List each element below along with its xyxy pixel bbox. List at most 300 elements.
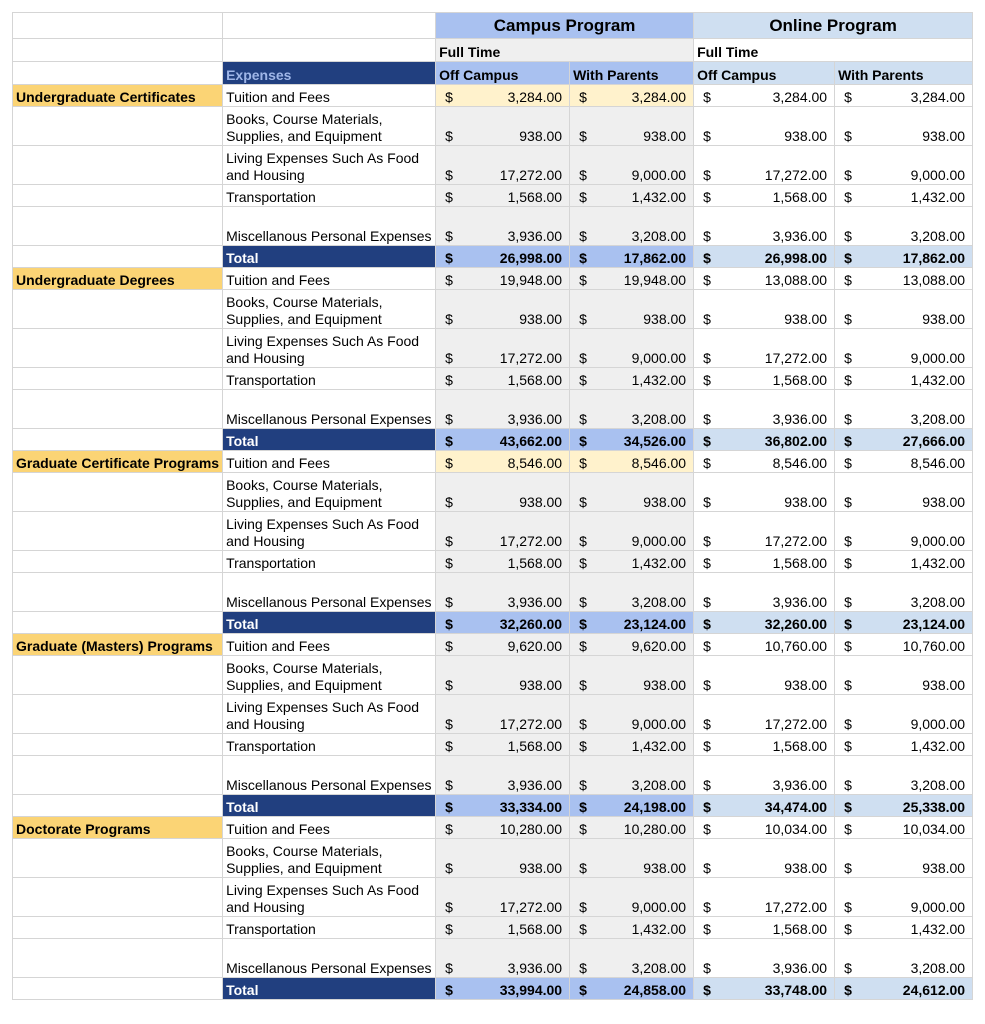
currency-symbol: $ [445,594,453,610]
currency-symbol: $ [703,677,711,693]
total-campus-with-parents-cell[interactable] [570,246,694,268]
online-with-parents-amount: 3,208.00 [910,228,966,244]
total-online-off-campus-cell[interactable] [694,795,835,817]
campus-off-campus-amount: 8,546.00 [507,455,563,471]
currency-symbol: $ [844,960,852,976]
online-off-campus-amount: 938.00 [784,677,828,693]
currency-symbol: $ [579,716,587,732]
currency-symbol: $ [579,128,587,144]
total-label[interactable]: Total [223,612,436,634]
currency-symbol: $ [445,638,453,654]
campus-with-parents-cell[interactable] [570,268,694,290]
online-off-campus-amount: 938.00 [784,128,828,144]
campus-off-campus-cell[interactable] [436,368,570,390]
campus-with-parents-amount: 938.00 [643,494,687,510]
currency-symbol: $ [445,899,453,915]
currency-symbol: $ [579,821,587,837]
campus-off-campus-cell[interactable] [436,85,570,107]
campus-off-campus-amount: 3,936.00 [507,411,563,427]
online-with-parents-amount: 9,000.00 [910,716,966,732]
online-with-parents-cell[interactable] [835,390,973,429]
currency-symbol: $ [445,982,453,998]
currency-symbol: $ [703,921,711,937]
empty-cell[interactable] [13,839,223,878]
total-row [13,612,973,634]
program-category-label[interactable]: Undergraduate Degrees [13,268,223,290]
currency-symbol: $ [703,311,711,327]
online-off-campus-amount: 1,568.00 [772,555,828,571]
total-online-off-campus-cell[interactable] [694,246,835,268]
campus-off-campus-amount: 938.00 [519,860,563,876]
online-with-parents-amount: 1,432.00 [910,372,966,388]
expense-label[interactable]: Living Expenses Such As Food and Housing [223,695,436,734]
expense-label[interactable]: Tuition and Fees [223,268,436,290]
online-off-campus-cell[interactable] [694,146,835,185]
empty-cell[interactable] [13,13,223,39]
campus-off-campus-cell[interactable] [436,185,570,207]
currency-symbol: $ [445,533,453,549]
currency-symbol: $ [579,167,587,183]
campus-off-campus-amount: 1,568.00 [507,555,563,571]
campus-off-campus-cell[interactable] [436,817,570,839]
campus-program-title[interactable]: Campus Program [436,13,694,39]
empty-cell[interactable] [223,13,436,39]
currency-symbol: $ [445,555,453,571]
online-off-campus-cell[interactable] [694,290,835,329]
campus-off-campus-cell[interactable] [436,656,570,695]
campus-with-parents-cell[interactable] [570,634,694,656]
expenses-header[interactable]: Expenses [223,62,436,85]
campus-with-parents-cell[interactable] [570,390,694,429]
empty-cell[interactable] [13,917,223,939]
currency-symbol: $ [445,272,453,288]
online-full-time-label[interactable]: Full Time [694,39,973,62]
currency-symbol: $ [844,799,852,815]
currency-symbol: $ [703,228,711,244]
campus-with-parents-amount: 938.00 [643,677,687,693]
total-campus-off-campus-cell[interactable] [436,429,570,451]
campus-with-parents-cell[interactable] [570,878,694,917]
total-campus-with-parents-cell[interactable] [570,795,694,817]
currency-symbol: $ [703,189,711,205]
total-online-with-parents-cell[interactable] [835,978,973,1000]
campus-off-campus-cell[interactable] [436,390,570,429]
online-off-campus-cell[interactable] [694,656,835,695]
currency-symbol: $ [844,272,852,288]
total-campus-off-campus-amount: 32,260.00 [499,616,563,632]
campus-with-parents-cell[interactable] [570,207,694,246]
expense-row [13,512,973,551]
online-with-parents-cell[interactable] [835,85,973,107]
total-campus-with-parents-amount: 23,124.00 [623,616,687,632]
campus-with-parents-amount: 19,948.00 [623,272,687,288]
expense-label[interactable]: Books, Course Materials, Supplies, and Equipment [223,290,436,329]
currency-symbol: $ [844,738,852,754]
currency-symbol: $ [445,433,453,449]
program-category-label[interactable]: Doctorate Programs [13,817,223,839]
empty-cell[interactable] [13,429,223,451]
campus-with-parents-cell[interactable] [570,817,694,839]
online-off-campus-cell[interactable] [694,839,835,878]
expense-row [13,634,973,656]
currency-symbol: $ [579,860,587,876]
expense-label[interactable]: Transportation [223,734,436,756]
online-off-campus-header[interactable]: Off Campus [694,62,835,85]
campus-off-campus-amount: 17,272.00 [499,716,563,732]
campus-with-parents-cell[interactable] [570,551,694,573]
campus-with-parents-cell[interactable] [570,473,694,512]
currency-symbol: $ [579,311,587,327]
empty-cell[interactable] [13,656,223,695]
total-label[interactable]: Total [223,246,436,268]
campus-with-parents-cell[interactable] [570,185,694,207]
campus-with-parents-amount: 3,208.00 [631,228,687,244]
currency-symbol: $ [844,821,852,837]
expense-label[interactable]: Transportation [223,917,436,939]
expense-label[interactable]: Miscellanous Personal Expenses [223,207,436,246]
currency-symbol: $ [579,455,587,471]
expense-label[interactable]: Transportation [223,368,436,390]
online-with-parents-amount: 9,000.00 [910,350,966,366]
empty-cell[interactable] [13,62,223,85]
expense-row [13,817,973,839]
enrollment-row [13,39,973,62]
campus-with-parents-cell[interactable] [570,939,694,978]
online-with-parents-cell[interactable] [835,695,973,734]
expense-row [13,878,973,917]
online-off-campus-cell[interactable] [694,878,835,917]
campus-off-campus-cell[interactable] [436,290,570,329]
online-with-parents-cell[interactable] [835,839,973,878]
campus-off-campus-cell[interactable] [436,268,570,290]
expense-label[interactable]: Transportation [223,185,436,207]
online-with-parents-cell[interactable] [835,573,973,612]
online-off-campus-amount: 17,272.00 [764,350,828,366]
campus-off-campus-cell[interactable] [436,756,570,795]
campus-off-campus-cell[interactable] [436,146,570,185]
total-campus-with-parents-amount: 24,198.00 [623,799,687,815]
online-with-parents-amount: 938.00 [922,128,966,144]
total-campus-off-campus-cell[interactable] [436,978,570,1000]
total-campus-off-campus-cell[interactable] [436,795,570,817]
online-off-campus-amount: 10,034.00 [764,821,828,837]
online-off-campus-cell[interactable] [694,817,835,839]
campus-with-parents-header[interactable]: With Parents [570,62,694,85]
empty-cell[interactable] [13,573,223,612]
currency-symbol: $ [703,738,711,754]
campus-with-parents-cell[interactable] [570,329,694,368]
total-campus-off-campus-amount: 33,334.00 [499,799,563,815]
expense-label[interactable]: Tuition and Fees [223,817,436,839]
currency-symbol: $ [579,272,587,288]
expense-label[interactable]: Living Expenses Such As Food and Housing [223,329,436,368]
empty-cell[interactable] [13,551,223,573]
currency-symbol: $ [445,372,453,388]
campus-with-parents-amount: 9,620.00 [631,638,687,654]
online-with-parents-cell[interactable] [835,656,973,695]
empty-cell[interactable] [13,473,223,512]
online-off-campus-cell[interactable] [694,917,835,939]
total-campus-with-parents-amount: 17,862.00 [623,250,687,266]
empty-cell[interactable] [223,39,436,62]
online-with-parents-cell[interactable] [835,734,973,756]
expense-label[interactable]: Miscellanous Personal Expenses [223,390,436,429]
empty-cell[interactable] [13,695,223,734]
online-with-parents-amount: 9,000.00 [910,899,966,915]
empty-cell[interactable] [13,756,223,795]
online-with-parents-cell[interactable] [835,817,973,839]
online-off-campus-cell[interactable] [694,473,835,512]
currency-symbol: $ [703,638,711,654]
online-off-campus-cell[interactable] [694,756,835,795]
total-online-with-parents-amount: 27,666.00 [902,433,966,449]
empty-cell[interactable] [13,290,223,329]
total-online-with-parents-cell[interactable] [835,612,973,634]
total-online-off-campus-amount: 26,998.00 [764,250,828,266]
online-with-parents-cell[interactable] [835,329,973,368]
empty-cell[interactable] [13,795,223,817]
total-online-off-campus-cell[interactable] [694,429,835,451]
total-label[interactable]: Total [223,429,436,451]
online-off-campus-cell[interactable] [694,85,835,107]
total-campus-with-parents-cell[interactable] [570,612,694,634]
expense-label[interactable]: Books, Course Materials, Supplies, and Equipment [223,656,436,695]
campus-with-parents-cell[interactable] [570,290,694,329]
campus-off-campus-cell[interactable] [436,512,570,551]
online-with-parents-header[interactable]: With Parents [835,62,973,85]
campus-off-campus-cell[interactable] [436,207,570,246]
campus-off-campus-cell[interactable] [436,451,570,473]
campus-off-campus-amount: 3,936.00 [507,777,563,793]
expense-label[interactable]: Miscellanous Personal Expenses [223,573,436,612]
empty-cell[interactable] [13,939,223,978]
total-label[interactable]: Total [223,978,436,1000]
total-online-with-parents-cell[interactable] [835,429,973,451]
currency-symbol: $ [445,167,453,183]
online-with-parents-cell[interactable] [835,107,973,146]
campus-with-parents-cell[interactable] [570,512,694,551]
empty-cell[interactable] [13,146,223,185]
online-with-parents-cell[interactable] [835,185,973,207]
empty-cell[interactable] [13,612,223,634]
campus-with-parents-cell[interactable] [570,917,694,939]
online-off-campus-cell[interactable] [694,207,835,246]
online-with-parents-cell[interactable] [835,512,973,551]
currency-symbol: $ [844,189,852,205]
total-campus-with-parents-cell[interactable] [570,978,694,1000]
campus-off-campus-cell[interactable] [436,634,570,656]
total-online-off-campus-amount: 32,260.00 [764,616,828,632]
currency-symbol: $ [703,899,711,915]
program-category-label[interactable]: Graduate (Masters) Programs [13,634,223,656]
empty-cell[interactable] [13,878,223,917]
empty-cell[interactable] [13,512,223,551]
online-off-campus-cell[interactable] [694,734,835,756]
online-program-title[interactable]: Online Program [694,13,973,39]
online-with-parents-cell[interactable] [835,634,973,656]
program-title-row [13,13,973,39]
empty-cell[interactable] [13,734,223,756]
online-with-parents-cell[interactable] [835,368,973,390]
currency-symbol: $ [703,167,711,183]
online-with-parents-amount: 3,208.00 [910,411,966,427]
campus-with-parents-cell[interactable] [570,734,694,756]
empty-cell[interactable] [13,107,223,146]
expense-label[interactable]: Miscellanous Personal Expenses [223,939,436,978]
expense-row [13,939,973,978]
currency-symbol: $ [579,250,587,266]
online-off-campus-amount: 1,568.00 [772,189,828,205]
campus-with-parents-amount: 1,432.00 [631,189,687,205]
expense-label[interactable]: Books, Course Materials, Supplies, and Equipment [223,473,436,512]
campus-full-time-label[interactable]: Full Time [436,39,694,62]
currency-symbol: $ [844,899,852,915]
campus-off-campus-cell[interactable] [436,839,570,878]
campus-with-parents-cell[interactable] [570,107,694,146]
online-with-parents-cell[interactable] [835,146,973,185]
campus-off-campus-amount: 3,936.00 [507,228,563,244]
currency-symbol: $ [703,455,711,471]
total-online-with-parents-amount: 23,124.00 [902,616,966,632]
campus-with-parents-cell[interactable] [570,85,694,107]
currency-symbol: $ [445,189,453,205]
campus-with-parents-amount: 1,432.00 [631,921,687,937]
program-category-label[interactable]: Graduate Certificate Programs [13,451,223,473]
online-with-parents-cell[interactable] [835,756,973,795]
online-off-campus-cell[interactable] [694,329,835,368]
campus-off-campus-cell[interactable] [436,917,570,939]
campus-off-campus-cell[interactable] [436,878,570,917]
expense-label[interactable]: Transportation [223,551,436,573]
program-category-label[interactable]: Undergraduate Certificates [13,85,223,107]
empty-cell[interactable] [13,368,223,390]
currency-symbol: $ [703,555,711,571]
expense-row [13,656,973,695]
campus-with-parents-amount: 938.00 [643,128,687,144]
online-off-campus-cell[interactable] [694,939,835,978]
currency-symbol: $ [844,777,852,793]
online-off-campus-cell[interactable] [694,451,835,473]
empty-cell[interactable] [13,185,223,207]
online-with-parents-cell[interactable] [835,290,973,329]
online-off-campus-cell[interactable] [694,185,835,207]
empty-cell[interactable] [13,329,223,368]
online-off-campus-cell[interactable] [694,268,835,290]
campus-with-parents-amount: 9,000.00 [631,533,687,549]
total-online-off-campus-cell[interactable] [694,612,835,634]
total-online-with-parents-cell[interactable] [835,795,973,817]
total-campus-off-campus-cell[interactable] [436,246,570,268]
online-with-parents-amount: 3,208.00 [910,960,966,976]
online-off-campus-amount: 3,936.00 [772,594,828,610]
expense-row [13,695,973,734]
online-off-campus-cell[interactable] [694,368,835,390]
total-online-off-campus-cell[interactable] [694,978,835,1000]
campus-off-campus-cell[interactable] [436,734,570,756]
online-with-parents-amount: 938.00 [922,860,966,876]
online-off-campus-cell[interactable] [694,573,835,612]
expense-row [13,734,973,756]
campus-off-campus-amount: 3,284.00 [507,89,563,105]
online-with-parents-amount: 3,208.00 [910,594,966,610]
total-campus-with-parents-cell[interactable] [570,429,694,451]
online-off-campus-cell[interactable] [694,695,835,734]
online-off-campus-cell[interactable] [694,107,835,146]
online-with-parents-cell[interactable] [835,473,973,512]
currency-symbol: $ [579,982,587,998]
currency-symbol: $ [579,228,587,244]
campus-off-campus-cell[interactable] [436,107,570,146]
campus-with-parents-cell[interactable] [570,839,694,878]
expense-label[interactable]: Living Expenses Such As Food and Housing [223,146,436,185]
empty-cell[interactable] [13,978,223,1000]
total-label[interactable]: Total [223,795,436,817]
expense-label[interactable]: Living Expenses Such As Food and Housing [223,512,436,551]
campus-off-campus-amount: 19,948.00 [499,272,563,288]
campus-with-parents-cell[interactable] [570,573,694,612]
campus-off-campus-cell[interactable] [436,551,570,573]
online-with-parents-cell[interactable] [835,917,973,939]
campus-with-parents-cell[interactable] [570,695,694,734]
currency-symbol: $ [844,411,852,427]
online-off-campus-cell[interactable] [694,390,835,429]
empty-cell[interactable] [13,39,223,62]
campus-with-parents-cell[interactable] [570,756,694,795]
currency-symbol: $ [445,411,453,427]
campus-with-parents-cell[interactable] [570,146,694,185]
empty-cell[interactable] [13,390,223,429]
campus-with-parents-cell[interactable] [570,656,694,695]
total-online-with-parents-amount: 25,338.00 [902,799,966,815]
campus-off-campus-cell[interactable] [436,473,570,512]
empty-cell[interactable] [13,246,223,268]
campus-with-parents-cell[interactable] [570,368,694,390]
campus-with-parents-cell[interactable] [570,451,694,473]
total-campus-off-campus-cell[interactable] [436,612,570,634]
campus-with-parents-amount: 8,546.00 [631,455,687,471]
currency-symbol: $ [445,89,453,105]
online-off-campus-amount: 938.00 [784,311,828,327]
online-with-parents-cell[interactable] [835,878,973,917]
online-with-parents-cell[interactable] [835,939,973,978]
campus-off-campus-cell[interactable] [436,695,570,734]
online-with-parents-cell[interactable] [835,551,973,573]
total-online-with-parents-cell[interactable] [835,246,973,268]
campus-with-parents-amount: 9,000.00 [631,716,687,732]
currency-symbol: $ [844,555,852,571]
campus-off-campus-cell[interactable] [436,329,570,368]
online-with-parents-cell[interactable] [835,207,973,246]
campus-off-campus-header[interactable]: Off Campus [436,62,570,85]
online-off-campus-cell[interactable] [694,512,835,551]
expense-label[interactable]: Tuition and Fees [223,85,436,107]
empty-cell[interactable] [13,207,223,246]
expense-label[interactable]: Books, Course Materials, Supplies, and Equipment [223,839,436,878]
online-with-parents-cell[interactable] [835,268,973,290]
expense-label[interactable]: Tuition and Fees [223,634,436,656]
campus-off-campus-cell[interactable] [436,939,570,978]
campus-off-campus-cell[interactable] [436,573,570,612]
expense-label[interactable]: Miscellanous Personal Expenses [223,756,436,795]
expense-label[interactable]: Tuition and Fees [223,451,436,473]
expense-label[interactable]: Books, Course Materials, Supplies, and Equipment [223,107,436,146]
online-off-campus-amount: 3,936.00 [772,960,828,976]
expense-label[interactable]: Living Expenses Such As Food and Housing [223,878,436,917]
online-off-campus-cell[interactable] [694,551,835,573]
online-off-campus-cell[interactable] [694,634,835,656]
online-with-parents-cell[interactable] [835,451,973,473]
currency-symbol: $ [445,860,453,876]
